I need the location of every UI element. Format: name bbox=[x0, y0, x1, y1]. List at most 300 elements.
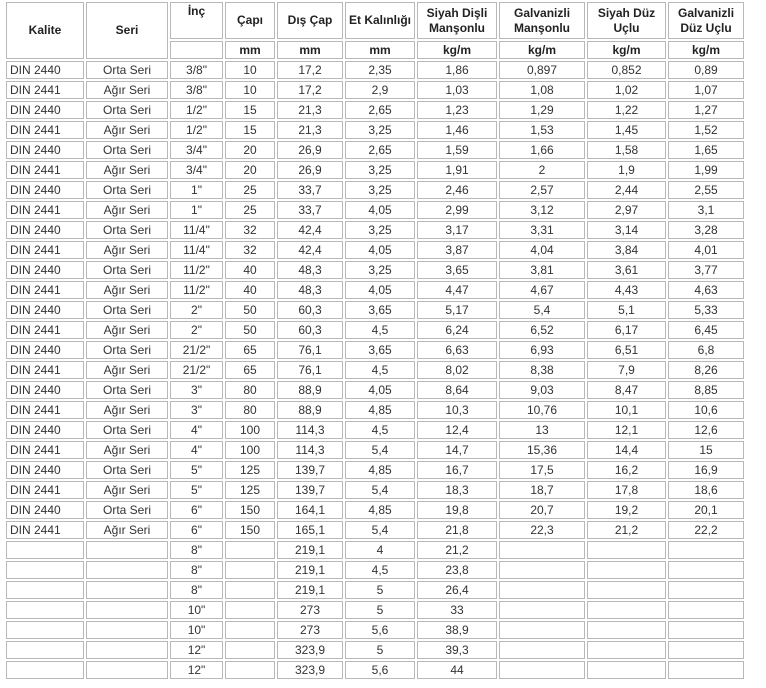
cell-siyah-disli: 2,99 bbox=[417, 201, 497, 219]
cell-siyah-disli: 39,3 bbox=[417, 641, 497, 659]
cell-galvanizli-duz bbox=[668, 601, 744, 619]
cell-seri: Ağır Seri bbox=[86, 281, 168, 299]
cell-kalite: DIN 2441 bbox=[6, 241, 84, 259]
cell-galvanizli-mansonlu bbox=[499, 621, 585, 639]
cell-et-kalinligi: 5,4 bbox=[345, 441, 415, 459]
table-row bbox=[6, 241, 744, 259]
table-row bbox=[6, 281, 744, 299]
cell-siyah-disli: 2,46 bbox=[417, 181, 497, 199]
cell-galvanizli-mansonlu bbox=[499, 561, 585, 579]
cell-kalite: DIN 2441 bbox=[6, 121, 84, 139]
cell-seri bbox=[86, 581, 168, 599]
cell-kalite: DIN 2440 bbox=[6, 461, 84, 479]
cell-dis-cap: 33,7 bbox=[277, 201, 343, 219]
cell-galvanizli-duz bbox=[668, 621, 744, 639]
header-inc: İnç bbox=[170, 2, 223, 39]
cell-seri bbox=[86, 601, 168, 619]
cell-siyah-duz: 12,1 bbox=[587, 421, 666, 439]
cell-galvanizli-duz: 1,99 bbox=[668, 161, 744, 179]
cell-et-kalinligi: 5,4 bbox=[345, 481, 415, 499]
cell-inc: 2" bbox=[170, 301, 223, 319]
cell-capi: 15 bbox=[225, 101, 275, 119]
cell-kalite: DIN 2441 bbox=[6, 481, 84, 499]
cell-dis-cap: 60,3 bbox=[277, 301, 343, 319]
cell-galvanizli-duz: 6,8 bbox=[668, 341, 744, 359]
header-siyah-duz-uclu: Siyah Düz Uçlu bbox=[587, 2, 666, 39]
cell-galvanizli-mansonlu: 1,66 bbox=[499, 141, 585, 159]
header-siyah-disli-mansonlu: Siyah Dişli Manşonlu bbox=[417, 2, 497, 39]
cell-seri: Orta Seri bbox=[86, 181, 168, 199]
cell-galvanizli-duz bbox=[668, 641, 744, 659]
cell-galvanizli-mansonlu: 18,7 bbox=[499, 481, 585, 499]
cell-et-kalinligi: 3,25 bbox=[345, 221, 415, 239]
cell-galvanizli-mansonlu: 6,52 bbox=[499, 321, 585, 339]
cell-dis-cap: 165,1 bbox=[277, 521, 343, 539]
cell-galvanizli-mansonlu: 2,57 bbox=[499, 181, 585, 199]
table-row bbox=[6, 621, 744, 639]
cell-inc: 8" bbox=[170, 561, 223, 579]
cell-inc: 4" bbox=[170, 441, 223, 459]
cell-et-kalinligi: 5,6 bbox=[345, 661, 415, 679]
cell-galvanizli-mansonlu: 5,4 bbox=[499, 301, 585, 319]
cell-kalite: DIN 2441 bbox=[6, 401, 84, 419]
cell-dis-cap: 219,1 bbox=[277, 581, 343, 599]
cell-inc: 12" bbox=[170, 641, 223, 659]
cell-siyah-disli: 1,03 bbox=[417, 81, 497, 99]
unit-galvanizli-mansonlu: kg/m bbox=[499, 41, 585, 59]
cell-dis-cap: 42,4 bbox=[277, 221, 343, 239]
cell-siyah-duz: 1,9 bbox=[587, 161, 666, 179]
cell-siyah-duz: 4,43 bbox=[587, 281, 666, 299]
cell-capi bbox=[225, 641, 275, 659]
cell-et-kalinligi: 4,05 bbox=[345, 241, 415, 259]
table-row bbox=[6, 361, 744, 379]
cell-galvanizli-duz: 15 bbox=[668, 441, 744, 459]
cell-et-kalinligi: 4,85 bbox=[345, 461, 415, 479]
table-row bbox=[6, 481, 744, 499]
cell-inc: 3" bbox=[170, 401, 223, 419]
table-row bbox=[6, 341, 744, 359]
cell-kalite bbox=[6, 641, 84, 659]
cell-galvanizli-duz: 1,27 bbox=[668, 101, 744, 119]
table-row bbox=[6, 201, 744, 219]
cell-et-kalinligi: 4,5 bbox=[345, 321, 415, 339]
cell-siyah-disli: 8,02 bbox=[417, 361, 497, 379]
cell-galvanizli-duz: 3,28 bbox=[668, 221, 744, 239]
cell-dis-cap: 139,7 bbox=[277, 461, 343, 479]
cell-seri: Orta Seri bbox=[86, 101, 168, 119]
cell-inc: 10" bbox=[170, 621, 223, 639]
cell-capi: 80 bbox=[225, 401, 275, 419]
cell-seri bbox=[86, 641, 168, 659]
pipe-weight-table bbox=[4, 0, 746, 681]
cell-inc: 11/4" bbox=[170, 221, 223, 239]
cell-et-kalinligi: 4,05 bbox=[345, 201, 415, 219]
cell-seri bbox=[86, 561, 168, 579]
cell-galvanizli-duz: 22,2 bbox=[668, 521, 744, 539]
cell-inc: 12" bbox=[170, 661, 223, 679]
cell-galvanizli-duz: 1,52 bbox=[668, 121, 744, 139]
cell-dis-cap: 139,7 bbox=[277, 481, 343, 499]
cell-siyah-disli: 1,86 bbox=[417, 61, 497, 79]
cell-capi: 32 bbox=[225, 221, 275, 239]
cell-kalite: DIN 2440 bbox=[6, 181, 84, 199]
cell-siyah-duz bbox=[587, 641, 666, 659]
cell-galvanizli-mansonlu: 0,897 bbox=[499, 61, 585, 79]
cell-kalite: DIN 2440 bbox=[6, 261, 84, 279]
cell-galvanizli-mansonlu: 1,08 bbox=[499, 81, 585, 99]
cell-capi: 20 bbox=[225, 161, 275, 179]
cell-inc: 11/4" bbox=[170, 241, 223, 259]
cell-galvanizli-mansonlu: 15,36 bbox=[499, 441, 585, 459]
cell-siyah-duz: 7,9 bbox=[587, 361, 666, 379]
table-row bbox=[6, 101, 744, 119]
cell-galvanizli-duz: 4,63 bbox=[668, 281, 744, 299]
cell-siyah-disli: 21,8 bbox=[417, 521, 497, 539]
table-row bbox=[6, 641, 744, 659]
cell-dis-cap: 21,3 bbox=[277, 121, 343, 139]
cell-et-kalinligi: 3,25 bbox=[345, 161, 415, 179]
cell-galvanizli-duz: 10,6 bbox=[668, 401, 744, 419]
cell-inc: 3/4" bbox=[170, 141, 223, 159]
table-row bbox=[6, 221, 744, 239]
unit-galvanizli-duz: kg/m bbox=[668, 41, 744, 59]
cell-capi: 125 bbox=[225, 461, 275, 479]
cell-siyah-duz: 21,2 bbox=[587, 521, 666, 539]
table-body bbox=[6, 2, 744, 679]
cell-dis-cap: 164,1 bbox=[277, 501, 343, 519]
cell-galvanizli-duz bbox=[668, 661, 744, 679]
cell-siyah-disli: 8,64 bbox=[417, 381, 497, 399]
cell-siyah-disli: 18,3 bbox=[417, 481, 497, 499]
table-row bbox=[6, 81, 744, 99]
cell-dis-cap: 26,9 bbox=[277, 141, 343, 159]
cell-siyah-disli: 12,4 bbox=[417, 421, 497, 439]
cell-inc: 1/2" bbox=[170, 121, 223, 139]
header-capi: Çapı bbox=[225, 2, 275, 39]
cell-inc: 5" bbox=[170, 481, 223, 499]
cell-dis-cap: 17,2 bbox=[277, 61, 343, 79]
cell-siyah-disli: 6,24 bbox=[417, 321, 497, 339]
cell-kalite: DIN 2441 bbox=[6, 201, 84, 219]
cell-galvanizli-duz: 8,26 bbox=[668, 361, 744, 379]
cell-galvanizli-duz: 12,6 bbox=[668, 421, 744, 439]
cell-dis-cap: 88,9 bbox=[277, 401, 343, 419]
cell-seri bbox=[86, 661, 168, 679]
cell-siyah-duz: 14,4 bbox=[587, 441, 666, 459]
cell-dis-cap: 88,9 bbox=[277, 381, 343, 399]
cell-capi: 150 bbox=[225, 501, 275, 519]
cell-dis-cap: 219,1 bbox=[277, 561, 343, 579]
cell-capi: 15 bbox=[225, 121, 275, 139]
cell-dis-cap: 48,3 bbox=[277, 261, 343, 279]
cell-siyah-duz: 1,45 bbox=[587, 121, 666, 139]
cell-inc: 11/2" bbox=[170, 261, 223, 279]
table-row bbox=[6, 181, 744, 199]
cell-seri: Ağır Seri bbox=[86, 441, 168, 459]
cell-capi: 80 bbox=[225, 381, 275, 399]
cell-galvanizli-mansonlu: 4,67 bbox=[499, 281, 585, 299]
cell-galvanizli-mansonlu: 1,53 bbox=[499, 121, 585, 139]
cell-siyah-duz: 2,44 bbox=[587, 181, 666, 199]
cell-siyah-duz: 1,02 bbox=[587, 81, 666, 99]
cell-seri: Orta Seri bbox=[86, 221, 168, 239]
cell-capi bbox=[225, 621, 275, 639]
cell-galvanizli-duz bbox=[668, 581, 744, 599]
cell-inc: 6" bbox=[170, 501, 223, 519]
cell-et-kalinligi: 4,5 bbox=[345, 361, 415, 379]
cell-siyah-disli: 33 bbox=[417, 601, 497, 619]
cell-kalite: DIN 2441 bbox=[6, 521, 84, 539]
cell-seri: Orta Seri bbox=[86, 61, 168, 79]
cell-inc: 1" bbox=[170, 201, 223, 219]
cell-dis-cap: 26,9 bbox=[277, 161, 343, 179]
cell-capi bbox=[225, 541, 275, 559]
cell-et-kalinligi: 2,9 bbox=[345, 81, 415, 99]
cell-et-kalinligi: 3,25 bbox=[345, 261, 415, 279]
cell-dis-cap: 323,9 bbox=[277, 661, 343, 679]
cell-seri: Orta Seri bbox=[86, 141, 168, 159]
cell-siyah-duz bbox=[587, 661, 666, 679]
cell-dis-cap: 42,4 bbox=[277, 241, 343, 259]
cell-kalite: DIN 2441 bbox=[6, 81, 84, 99]
cell-seri bbox=[86, 541, 168, 559]
cell-et-kalinligi: 3,65 bbox=[345, 301, 415, 319]
table-row bbox=[6, 161, 744, 179]
cell-kalite bbox=[6, 541, 84, 559]
cell-capi: 10 bbox=[225, 81, 275, 99]
cell-galvanizli-duz: 6,45 bbox=[668, 321, 744, 339]
cell-kalite: DIN 2440 bbox=[6, 61, 84, 79]
cell-siyah-disli: 5,17 bbox=[417, 301, 497, 319]
cell-siyah-disli: 19,8 bbox=[417, 501, 497, 519]
cell-galvanizli-duz bbox=[668, 561, 744, 579]
cell-kalite bbox=[6, 561, 84, 579]
cell-inc: 21/2" bbox=[170, 361, 223, 379]
cell-inc: 21/2" bbox=[170, 341, 223, 359]
cell-et-kalinligi: 4,5 bbox=[345, 421, 415, 439]
cell-siyah-disli: 1,23 bbox=[417, 101, 497, 119]
cell-kalite: DIN 2440 bbox=[6, 301, 84, 319]
cell-galvanizli-mansonlu: 6,93 bbox=[499, 341, 585, 359]
cell-inc: 3/8" bbox=[170, 61, 223, 79]
cell-seri: Orta Seri bbox=[86, 421, 168, 439]
cell-galvanizli-mansonlu: 13 bbox=[499, 421, 585, 439]
cell-galvanizli-duz: 2,55 bbox=[668, 181, 744, 199]
cell-galvanizli-mansonlu: 17,5 bbox=[499, 461, 585, 479]
cell-et-kalinligi: 2,35 bbox=[345, 61, 415, 79]
cell-seri: Ağır Seri bbox=[86, 321, 168, 339]
cell-siyah-disli: 3,17 bbox=[417, 221, 497, 239]
cell-siyah-duz: 16,2 bbox=[587, 461, 666, 479]
cell-seri: Ağır Seri bbox=[86, 401, 168, 419]
cell-galvanizli-duz: 8,85 bbox=[668, 381, 744, 399]
cell-et-kalinligi: 4,85 bbox=[345, 401, 415, 419]
cell-capi bbox=[225, 661, 275, 679]
cell-seri: Orta Seri bbox=[86, 461, 168, 479]
cell-siyah-disli: 6,63 bbox=[417, 341, 497, 359]
cell-capi: 150 bbox=[225, 521, 275, 539]
cell-siyah-duz: 10,1 bbox=[587, 401, 666, 419]
header-galvanizli-mansonlu: Galvanizli Manşonlu bbox=[499, 2, 585, 39]
table-row bbox=[6, 501, 744, 519]
cell-siyah-disli: 44 bbox=[417, 661, 497, 679]
cell-et-kalinligi: 3,65 bbox=[345, 341, 415, 359]
cell-galvanizli-mansonlu: 8,38 bbox=[499, 361, 585, 379]
cell-et-kalinligi: 4,05 bbox=[345, 281, 415, 299]
cell-capi: 65 bbox=[225, 361, 275, 379]
cell-seri: Ağır Seri bbox=[86, 161, 168, 179]
cell-kalite bbox=[6, 601, 84, 619]
cell-kalite: DIN 2440 bbox=[6, 221, 84, 239]
cell-capi: 25 bbox=[225, 201, 275, 219]
cell-siyah-disli: 14,7 bbox=[417, 441, 497, 459]
cell-galvanizli-mansonlu: 4,04 bbox=[499, 241, 585, 259]
cell-capi: 50 bbox=[225, 321, 275, 339]
cell-siyah-duz: 3,84 bbox=[587, 241, 666, 259]
table-row bbox=[6, 521, 744, 539]
cell-galvanizli-mansonlu bbox=[499, 601, 585, 619]
cell-siyah-duz bbox=[587, 621, 666, 639]
cell-galvanizli-mansonlu: 3,81 bbox=[499, 261, 585, 279]
header-seri: Seri bbox=[86, 2, 168, 59]
cell-kalite: DIN 2440 bbox=[6, 381, 84, 399]
cell-seri: Ağır Seri bbox=[86, 201, 168, 219]
cell-galvanizli-duz: 3,77 bbox=[668, 261, 744, 279]
header-row bbox=[6, 2, 744, 39]
cell-et-kalinligi: 5 bbox=[345, 641, 415, 659]
cell-galvanizli-duz: 0,89 bbox=[668, 61, 744, 79]
cell-capi bbox=[225, 581, 275, 599]
cell-galvanizli-duz: 1,65 bbox=[668, 141, 744, 159]
cell-siyah-duz: 19,2 bbox=[587, 501, 666, 519]
cell-capi: 20 bbox=[225, 141, 275, 159]
cell-siyah-disli: 1,46 bbox=[417, 121, 497, 139]
cell-et-kalinligi: 4 bbox=[345, 541, 415, 559]
cell-inc: 3/4" bbox=[170, 161, 223, 179]
cell-inc: 4" bbox=[170, 421, 223, 439]
cell-kalite: DIN 2440 bbox=[6, 341, 84, 359]
cell-dis-cap: 76,1 bbox=[277, 361, 343, 379]
cell-kalite: DIN 2441 bbox=[6, 161, 84, 179]
cell-inc: 5" bbox=[170, 461, 223, 479]
cell-galvanizli-duz bbox=[668, 541, 744, 559]
cell-galvanizli-duz: 18,6 bbox=[668, 481, 744, 499]
cell-dis-cap: 273 bbox=[277, 601, 343, 619]
cell-seri bbox=[86, 621, 168, 639]
cell-galvanizli-mansonlu: 1,29 bbox=[499, 101, 585, 119]
table-row bbox=[6, 601, 744, 619]
cell-siyah-duz bbox=[587, 561, 666, 579]
cell-siyah-duz bbox=[587, 541, 666, 559]
header-kalite: Kalite bbox=[6, 2, 84, 59]
cell-inc: 1" bbox=[170, 181, 223, 199]
cell-capi: 100 bbox=[225, 441, 275, 459]
cell-seri: Ağır Seri bbox=[86, 361, 168, 379]
cell-dis-cap: 114,3 bbox=[277, 441, 343, 459]
cell-kalite: DIN 2440 bbox=[6, 101, 84, 119]
cell-siyah-duz: 8,47 bbox=[587, 381, 666, 399]
cell-capi: 40 bbox=[225, 281, 275, 299]
table-row bbox=[6, 581, 744, 599]
cell-kalite bbox=[6, 581, 84, 599]
header-et-kalinligi: Et Kalınlığı bbox=[345, 2, 415, 39]
cell-kalite: DIN 2440 bbox=[6, 141, 84, 159]
cell-inc: 6" bbox=[170, 521, 223, 539]
table-row bbox=[6, 321, 744, 339]
cell-siyah-duz: 6,51 bbox=[587, 341, 666, 359]
table-row bbox=[6, 661, 744, 679]
cell-dis-cap: 323,9 bbox=[277, 641, 343, 659]
unit-et-kalinligi: mm bbox=[345, 41, 415, 59]
table-row bbox=[6, 441, 744, 459]
cell-dis-cap: 21,3 bbox=[277, 101, 343, 119]
cell-dis-cap: 273 bbox=[277, 621, 343, 639]
cell-siyah-disli: 38,9 bbox=[417, 621, 497, 639]
header-dis-cap: Dış Çap bbox=[277, 2, 343, 39]
cell-inc: 2" bbox=[170, 321, 223, 339]
cell-inc: 1/2" bbox=[170, 101, 223, 119]
cell-siyah-duz: 1,22 bbox=[587, 101, 666, 119]
cell-inc: 8" bbox=[170, 581, 223, 599]
table-row bbox=[6, 141, 744, 159]
cell-siyah-disli: 4,47 bbox=[417, 281, 497, 299]
cell-siyah-duz: 3,61 bbox=[587, 261, 666, 279]
cell-galvanizli-mansonlu: 22,3 bbox=[499, 521, 585, 539]
cell-et-kalinligi: 5 bbox=[345, 581, 415, 599]
table-row bbox=[6, 261, 744, 279]
cell-galvanizli-mansonlu bbox=[499, 581, 585, 599]
cell-siyah-disli: 23,8 bbox=[417, 561, 497, 579]
cell-kalite: DIN 2441 bbox=[6, 281, 84, 299]
cell-capi: 50 bbox=[225, 301, 275, 319]
table-row bbox=[6, 421, 744, 439]
cell-et-kalinligi: 4,5 bbox=[345, 561, 415, 579]
cell-seri: Orta Seri bbox=[86, 501, 168, 519]
unit-capi: mm bbox=[225, 41, 275, 59]
cell-galvanizli-duz: 3,1 bbox=[668, 201, 744, 219]
cell-kalite: DIN 2441 bbox=[6, 441, 84, 459]
cell-seri: Orta Seri bbox=[86, 301, 168, 319]
cell-galvanizli-mansonlu: 9,03 bbox=[499, 381, 585, 399]
cell-et-kalinligi: 5,4 bbox=[345, 521, 415, 539]
table-row bbox=[6, 301, 744, 319]
cell-dis-cap: 60,3 bbox=[277, 321, 343, 339]
cell-kalite: DIN 2441 bbox=[6, 321, 84, 339]
header-galvanizli-duz-uclu: Galvanizli Düz Uçlu bbox=[668, 2, 744, 39]
cell-siyah-duz bbox=[587, 581, 666, 599]
cell-dis-cap: 219,1 bbox=[277, 541, 343, 559]
cell-seri: Ağır Seri bbox=[86, 241, 168, 259]
cell-galvanizli-duz: 4,01 bbox=[668, 241, 744, 259]
cell-siyah-duz: 5,1 bbox=[587, 301, 666, 319]
cell-siyah-disli: 3,65 bbox=[417, 261, 497, 279]
cell-et-kalinligi: 2,65 bbox=[345, 141, 415, 159]
cell-siyah-disli: 1,91 bbox=[417, 161, 497, 179]
table-row bbox=[6, 61, 744, 79]
cell-siyah-duz: 6,17 bbox=[587, 321, 666, 339]
cell-galvanizli-duz: 16,9 bbox=[668, 461, 744, 479]
cell-et-kalinligi: 4,85 bbox=[345, 501, 415, 519]
cell-siyah-disli: 3,87 bbox=[417, 241, 497, 259]
cell-dis-cap: 48,3 bbox=[277, 281, 343, 299]
cell-seri: Ağır Seri bbox=[86, 81, 168, 99]
table-row bbox=[6, 381, 744, 399]
cell-kalite bbox=[6, 661, 84, 679]
cell-galvanizli-mansonlu: 10,76 bbox=[499, 401, 585, 419]
cell-siyah-duz: 3,14 bbox=[587, 221, 666, 239]
cell-et-kalinligi: 4,05 bbox=[345, 381, 415, 399]
